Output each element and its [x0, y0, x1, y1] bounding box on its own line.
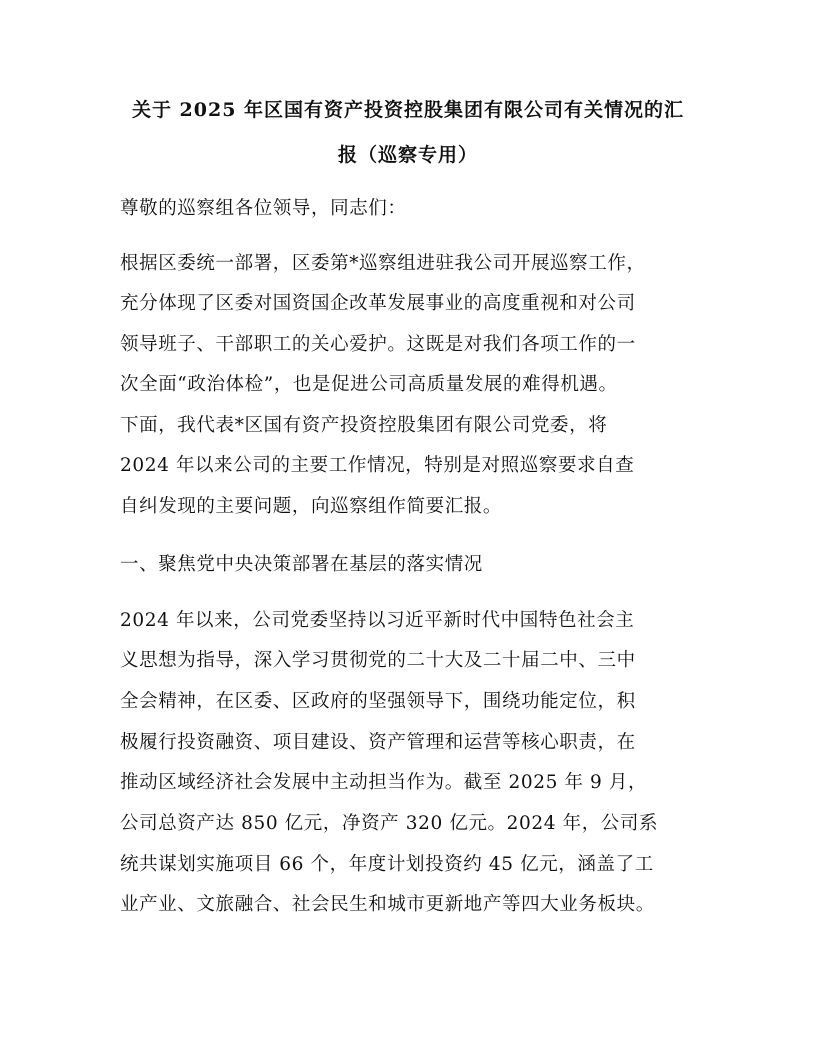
section1-line-5: 推动区域经济社会发展中主动担当作为。截至 2025 年 9 月，: [120, 772, 648, 793]
section1-line-2: 义思想为指导，深入学习贯彻党的二十大及二十届二中、三中: [120, 650, 636, 671]
intro-line-7: 自纠发现的主要问题，向巡察组作简要汇报。: [120, 496, 503, 517]
intro-line-5: 下面，我代表*区国有资产投资控股集团有限公司党委，将: [120, 415, 608, 436]
section1-line-4: 极履行投资融资、项目建设、资产管理和运营等核心职责，在: [120, 732, 636, 753]
intro-line-2: 充分体现了区委对国资国企改革发展事业的高度重视和对公司: [120, 293, 636, 314]
intro-line-6: 2024 年以来公司的主要工作情况，特别是对照巡察要求自查: [120, 455, 635, 476]
section1-line-3: 全会精神，在区委、区政府的坚强领导下，围绕功能定位，积: [120, 691, 636, 712]
salutation: 尊敬的巡察组各位领导，同志们：: [120, 198, 407, 219]
document-title-line-1: 关于 2025 年区国有资产投资控股集团有限公司有关情况的汇: [131, 99, 685, 121]
intro-line-1: 根据区委统一部署，区委第*巡察组进驻我公司开展巡察工作，: [120, 253, 646, 274]
intro-line-3: 领导班子、干部职工的关心爱护。这既是对我们各项工作的一: [120, 334, 636, 355]
document-title-line-2: 报（巡察专用）: [337, 144, 478, 166]
section1-line-6: 公司总资产达 850 亿元，净资产 320 亿元。2024 年，公司系: [120, 813, 659, 834]
section1-line-7: 统共谋划实施项目 66 个，年度计划投资约 45 亿元，涵盖了工: [120, 854, 654, 875]
section1-line-1: 2024 年以来，公司党委坚持以习近平新时代中国特色社会主: [120, 610, 635, 631]
section-heading-1: 一、聚焦党中央决策部署在基层的落实情况: [120, 554, 483, 575]
section1-line-8: 业产业、文旅融合、社会民生和城市更新地产等四大业务板块。: [120, 894, 655, 915]
intro-line-4: 次全面“政治体检”，也是促进公司高质量发展的难得机遇。: [120, 374, 618, 395]
